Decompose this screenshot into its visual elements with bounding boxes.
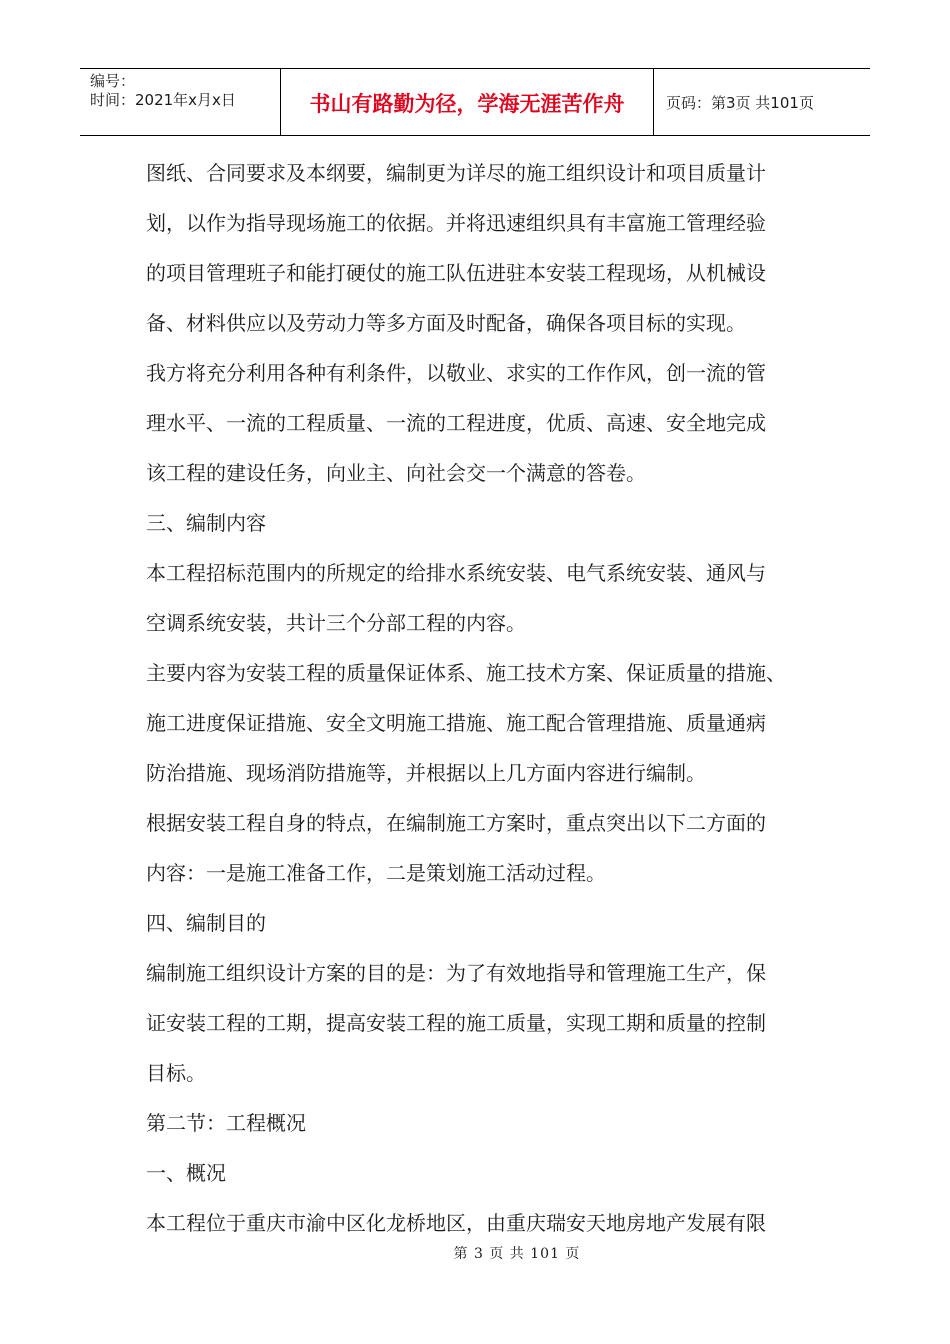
body-line: 防治措施、现场消防措施等，并根据以上几方面内容进行编制。 — [146, 761, 706, 785]
body-line: 根据安装工程自身的特点，在编制施工方案时，重点突出以下二方面的 — [146, 811, 766, 835]
body-line: 备、材料供应以及劳动力等多方面及时配备，确保各项目标的实现。 — [146, 311, 746, 335]
body-line: 主要内容为安装工程的质量保证体系、施工技术方案、保证质量的措施、 — [146, 661, 786, 685]
section-heading: 三、编制内容 — [146, 511, 266, 535]
body-line: 本工程位于重庆市渝中区化龙桥地区，由重庆瑞安天地房地产发展有限 — [146, 1211, 766, 1235]
section-heading: 第二节：工程概况 — [146, 1111, 306, 1135]
body-line: 空调系统安装，共计三个分部工程的内容。 — [146, 611, 526, 635]
body-line: 证安装工程的工期，提高安装工程的施工质量，实现工期和质量的控制 — [146, 1011, 766, 1035]
header-page-info: 页码：第3页 共101页 — [666, 93, 814, 112]
body-line: 本工程招标范围内的所规定的给排水系统安装、电气系统安装、通风与 — [146, 561, 766, 585]
body-line: 施工进度保证措施、安全文明施工措施、施工配合管理措施、质量通病 — [146, 711, 766, 735]
header-meta — [80, 69, 281, 135]
body-line: 编制施工组织设计方案的目的是：为了有效地指导和管理施工生产，保 — [146, 961, 766, 985]
page-number: 第 3 页 共 101 页 — [453, 1246, 581, 1262]
page-header — [80, 68, 870, 136]
body-line: 内容：一是施工准备工作，二是策划施工活动过程。 — [146, 861, 606, 885]
body-line: 划，以作为指导现场施工的依据。并将迅速组织具有丰富施工管理经验 — [146, 211, 766, 235]
body-line: 目标。 — [146, 1061, 206, 1085]
time-label: 时间：2021年x月x日 — [90, 91, 236, 109]
body-line: 图纸、合同要求及本纲要，编制更为详尽的施工组织设计和项目质量计 — [146, 161, 766, 185]
section-heading: 四、编制目的 — [146, 911, 266, 935]
header-motto: 书山有路勤为径，学海无涯苦作舟 — [281, 69, 654, 135]
body-line: 理水平、一流的工程质量、一流的工程进度，优质、高速、安全地完成 — [146, 411, 766, 435]
body-line: 的项目管理班子和能打硬仗的施工队伍进驻本安装工程现场，从机械设 — [146, 261, 766, 285]
document-body — [146, 148, 806, 1248]
code-label: 编号： — [90, 72, 136, 90]
page-footer — [0, 1243, 950, 1263]
section-heading: 一、概况 — [146, 1161, 226, 1185]
body-line: 我方将充分利用各种有利条件，以敬业、求实的工作作风，创一流的管 — [146, 361, 766, 385]
body-line: 该工程的建设任务，向业主、向社会交一个满意的答卷。 — [146, 461, 646, 485]
